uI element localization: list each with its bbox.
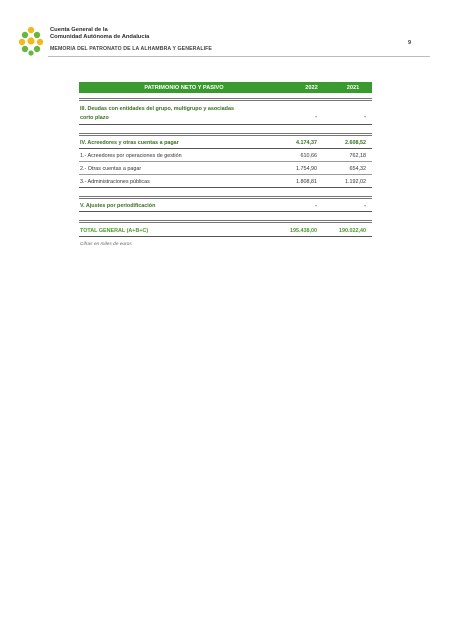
divider: [79, 187, 372, 188]
total-2022: 195.438,00: [290, 228, 317, 234]
section-iv-label: IV. Acreedores y otras cuentas a pagar: [80, 140, 179, 146]
row-label: 3.- Administraciones públicas: [80, 179, 150, 185]
section-iv-2021: 2.608,52: [345, 140, 366, 146]
org-line-2: Comunidad Autónoma de Andalucía: [50, 34, 150, 40]
row-2022: 1.754,90: [296, 166, 317, 172]
row-label: 2.- Otras cuentas a pagar: [80, 166, 142, 172]
header-divider: [48, 56, 430, 57]
divider: [79, 236, 372, 237]
units-note: Cifras en miles de euros: [80, 242, 132, 247]
row-2022: 610,66: [300, 153, 317, 159]
section-iii-label-line2: corto plazo: [80, 114, 109, 121]
section-iv-2022: 4.174,37: [296, 140, 317, 146]
divider: [79, 98, 372, 101]
divider: [79, 211, 372, 212]
divider: [79, 220, 372, 223]
org-line-1: Cuenta General de la: [50, 27, 108, 33]
total-2021: 190.022,40: [339, 228, 366, 234]
divider: [79, 124, 372, 125]
junta-andalucia-logo-icon: [18, 26, 44, 56]
section-iii-label-line1: III. Deudas con entidades del grupo, multigrupo y asociadas: [80, 106, 234, 112]
table-header: [79, 82, 372, 93]
memoria-title: MEMORIA DEL PATRONATO DE LA ALHAMBRA Y GENERALIFE: [50, 46, 212, 52]
balance-table: [79, 82, 372, 234]
row-2021: 762,18: [349, 153, 366, 159]
divider: [79, 161, 372, 162]
section-v-2021: -: [364, 203, 366, 209]
row-2021: 654,32: [349, 166, 366, 172]
col-header-concept: PATRIMONIO NETO Y PASIVO: [144, 84, 224, 91]
divider: [79, 196, 372, 199]
section-iii-2022: -: [315, 113, 317, 120]
divider: [79, 133, 372, 136]
section-v-label: V. Ajustes por periodificación: [80, 203, 156, 209]
section-iii-2021: -: [364, 113, 366, 120]
col-header-2021: 2021: [346, 84, 360, 91]
total-label: TOTAL GENERAL (A+B+C): [80, 228, 149, 234]
organization-name: [50, 27, 149, 41]
col-header-2022: 2022: [305, 84, 318, 91]
row-2021: 1.192,02: [345, 179, 366, 185]
section-v-2022: -: [315, 203, 317, 209]
page-number: 9: [408, 40, 412, 46]
divider: [79, 148, 372, 149]
row-label: 1.- Acreedores por operaciones de gestión: [80, 153, 182, 159]
row-2022: 1.808,81: [296, 179, 317, 185]
divider: [79, 174, 372, 175]
